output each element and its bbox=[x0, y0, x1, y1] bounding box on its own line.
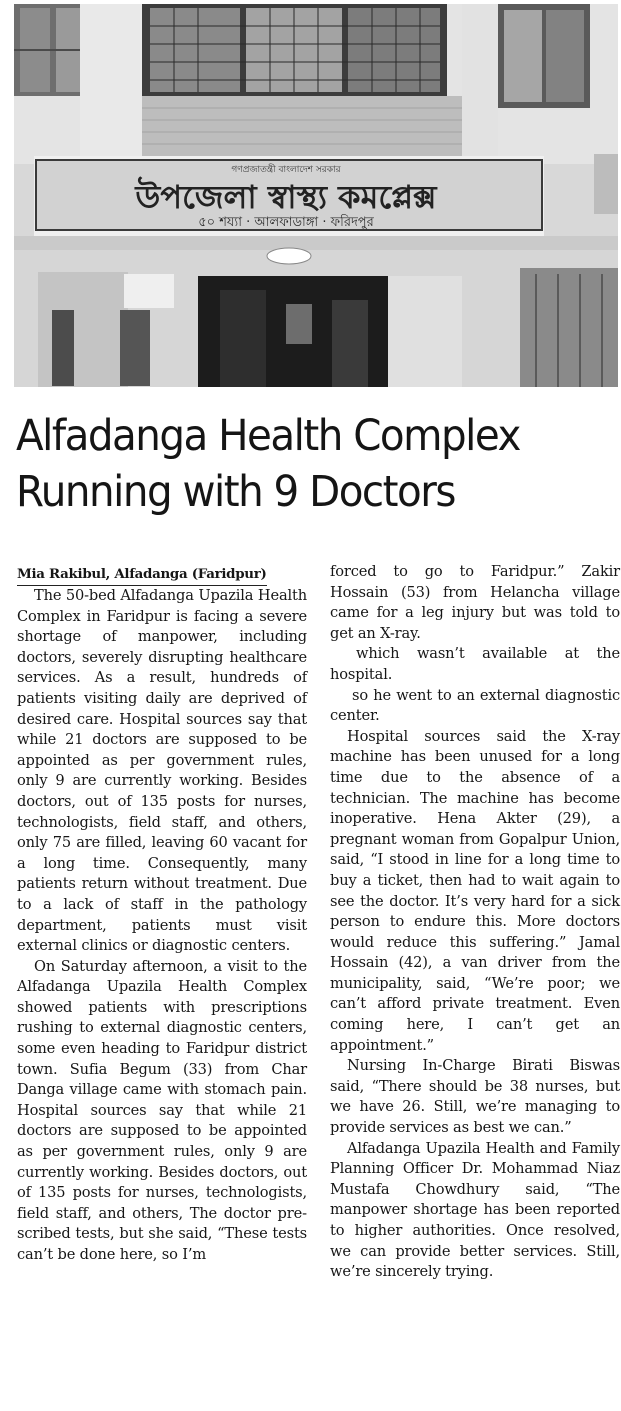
signboard-top-text: গণপ্রজাতন্ত্রী বাংলাদেশ সরকার bbox=[231, 165, 341, 175]
article-column-right bbox=[330, 562, 620, 1283]
paragraph: Hospital sources said the X-ray machine has been unused for a long time due to the absence of a technician. The machine has become inoperative. Hena Akter (29), a pregnant woman from Gopalpur Union, said, “I stood in line for a long time to buy a ticket, then had to wait again to see the doctor. It’s very hard for a sick person to endure this. More doctors would reduce this suffering.” Jamal Hossain (42), a van driver from the municipality, said, “We’re poor; we can’t afford private treatment. Even coming here, I can’t get an appointment.” bbox=[330, 727, 620, 1054]
headline-line-2: Running with 9 Doctors bbox=[16, 467, 455, 517]
hospital-building-image bbox=[14, 4, 618, 387]
paragraph: so he went to an external diagnostic center. bbox=[330, 686, 620, 725]
headline-line-1: Alfadanga Health Complex bbox=[16, 411, 520, 461]
hospital-photo bbox=[14, 4, 618, 387]
article-column-left bbox=[17, 562, 307, 1266]
paragraph: Nursing In-Charge Birati Biswas said, “There should be 38 nurses, but we have 26. Still, we’re managing to provide services as best we can.” bbox=[330, 1057, 620, 1137]
signboard-main-text: উপজেলা স্বাস্থ্য কমপ্লেক্স bbox=[135, 178, 437, 216]
article-headline bbox=[16, 408, 580, 520]
paragraph: which wasn’t available at the hospital. bbox=[330, 645, 620, 683]
signboard-sub-text: ৫০ শয্যা · আলফাডাঙ্গা · ফরিদপুর bbox=[198, 215, 374, 230]
byline: Mia Rakibul, Alfadanga (Faridpur) bbox=[17, 563, 267, 586]
paragraph: forced to go to Faridpur.” Zakir Hossain (53) from Helancha village came for a leg injury but was told to get an X-ray. bbox=[330, 563, 620, 642]
paragraph: On Saturday afternoon, a visit to the Alfadanga Upazila Health Complex showed patients with prescriptions rushing to external diagnostic centers, some even heading to Faridpur district town. Sufia Begum (33) from Char Danga village came with stomach pain. Hospital sources say that while 21 doctors are supposed to be appointed as per government rules, only 9 are currently working. Besides doctors, out of 135 posts for nurses, technologists, field staff, and others, The doctor prescribed tests, but she said, “These tests can’t be done here, so I’m bbox=[17, 957, 307, 1263]
paragraph: Alfadanga Upazila Health and Family Planning Officer Dr. Mohammad Niaz Mustafa Chowdhury said, “The manpower shortage has been reported to higher authorities. Once resolved, we can provide better services. Still, we’re sincerely trying. bbox=[330, 1139, 620, 1281]
paragraph: The 50-bed Alfadanga Upazila Health Complex in Faridpur is facing a severe shortage of manpower, including doctors, severely disrupting healthcare services. As a result, hundreds of patients visiting daily are deprived of desired care. Hospital sources say that while 21 doctors are supposed to be appointed as per government rules, only 9 are currently working. Besides doctors, out of 135 posts for nurses, technologists, field staff, and others, only 75 are filled, leaving 60 vacant for a long time. Consequently, many patients return without treatment. Due to a lack of staff in the pathology department, patients must visit external clinics or diagnostic centers. bbox=[17, 587, 307, 955]
